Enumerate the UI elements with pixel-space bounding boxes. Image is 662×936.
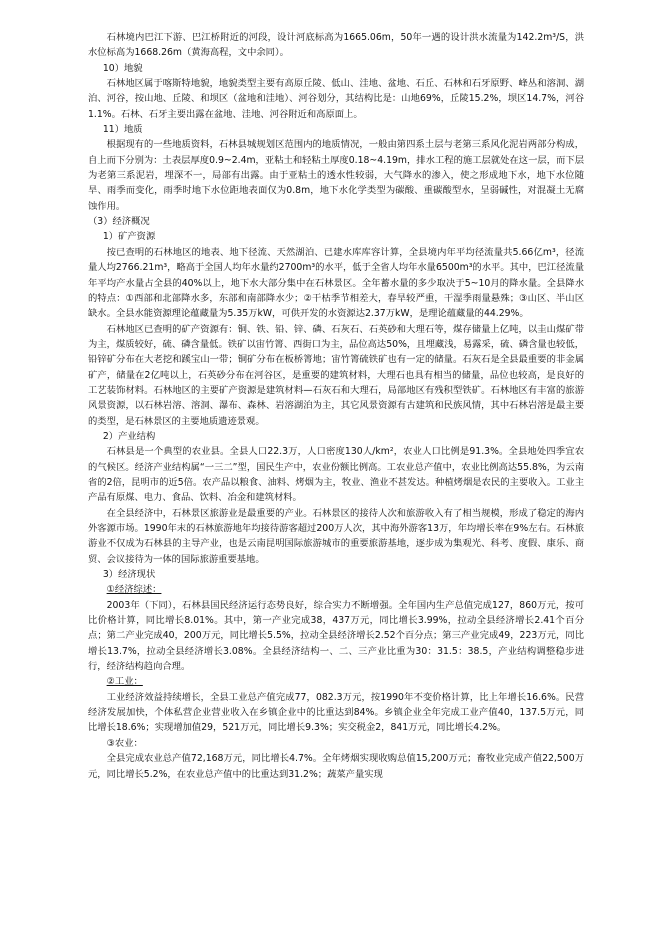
paragraph-landform: 石林地区属于喀斯特地貌，地貌类型主要有高原丘陵、低山、洼地、盆地、石丘、石林和石牙原野、峰丛和溶洞、湖泊、河谷，按山地、丘陵、和坝区（盆地和洼地）、河谷划分，其结构比是：山地69%，丘陵15.2%，坝区14.7%，河谷1.1%。石林、石牙主要出露在盆地、洼地、河谷附近和高原面上。 xyxy=(88,78,584,120)
heading-geology: 11）地质 xyxy=(102,124,143,136)
paragraph-economic-summary: 2003年（下同），石林县国民经济运行态势良好，综合实力不断增强。全年国内生产总值完成127，860万元，按可比价格计算，同比增长8.01%。其中，第一产业完成38，437万元，同比增长3.99%，拉动全县经济增长2.41个百分点；第二产业完成40，200万元，同比增长5.5%，拉动全县经济增长2.52个百分点；第三产业完成49，223万元，同比增长13.7%，拉动全县经济增长3.08%。全县经济结构一、二、三产业比重为30：31.5：38.5，产业结构调整稳步进行，经济结构趋向合理。 xyxy=(88,599,584,673)
paragraph-mineral-resources: 石林地区已查明的矿产资源有：铜、铁、铅、锌、磷、石灰石、石英砂和大理石等，煤存储量上亿吨，以圭山煤矿带为主，煤质较好，硫、磷含量低。铁矿以宙竹箐、西街口为主，品位高达50%，且埋藏浅，易露采，硫、磷含量也较低，铅锌矿分布在大老挖和蹊宝山一带；铜矿分布在板桥箐地；宙竹箐硫铁矿也有一定的储量。石灰石是全县最重要的非金属矿产，储量在2亿吨以上，石英砂分布在河谷区，是重要的建筑材料，大理石也具有相当的储量，品位也较高，是良好的工艺装饰材料。石林地区的主要矿产资源是建筑材料—石灰石和大理石，局部地区有残积型铁矿。石林地区有丰富的旅游风景资源，以石林岩溶、溶洞、瀑布、森林、岩溶湖泊为主，其它风景资源有古建筑和民族风情，其中石林岩溶是最主要的类型，是石林景区的主要地质遗迹景观。 xyxy=(88,323,584,427)
paragraph-flood-design: 石林境内巴江下游、巴江桥附近的河段，设计河底标高为1665.06m，50年一遇的设计洪水流量为142.2m³/S，洪水位标高为1668.26m（黄海高程，文中余同）。 xyxy=(88,32,584,59)
paragraph-agriculture: 全县完成农业总产值72,168万元，同比增长4.7%。全年烤烟实现收购总值15,200万元；畜牧业完成产值22,500万元，同比增长5.2%，在农业总产值中的比重达到31.2%；蔬菜产量实现 xyxy=(88,753,584,780)
paragraph-tourism: 在全县经济中，石林景区旅游业是最重要的产业。石林景区的接待人次和旅游收入有了相当规模，形成了稳定的海内外客源市场。1990年末的石林旅游地年均接待游客超过200万人次，其中海外游客13万，年均增长率在9%左右。石林旅游业不仅成为石林县的主导产业，也是云南昆明国际旅游城市的重要旅游基地，逐步成为集观光、科考、度假、康乐、商贸、会议接待为一体的国际旅游重要基地。 xyxy=(88,507,584,565)
paragraph-industry-structure: 石林县是一个典型的农业县。全县人口22.3万，人口密度130人/km²，农业人口比例是91.3%。全县地处四季宜农的气候区。经济产业结构属“一三二”型，国民生产中，农业份额比例高。工农业总产值中，农业比例高达55.8%，为云南省的2倍，昆明市的近5倍。农产品以粮食、油料、烤烟为主，牧业、渔业不甚发达。种植烤烟是农民的主要收入。工业主产品有原煤、电力、食品、饮料、冶金和建筑材料。 xyxy=(88,446,584,504)
subheading-agriculture: ③农业： xyxy=(106,737,143,749)
subheading-industry: ②工业： xyxy=(106,676,143,688)
heading-landform: 10）地貌 xyxy=(102,62,143,74)
paragraph-water-resources: 按已查明的石林地区的地表、地下径流、天然湖泊、已建水库库容计算，全县境内年平均径流量共5.66亿m³，径流量人均2766.21m³，略高于全国人均年水量约2700m³的水平，低于全省人均年水量6500m³的水平。其中，巴江径流量年平均产水量占全县的40%以上，地下水大部分集中在石林景区。全年蓄水量的多少取决于5~10月的降水量。全县降水的特点：①西部和北部降水多，东部和南部降水少；②干枯季节相差大，春旱较严重，干湿季雨量悬殊；③山区、半山区缺水。全县水能资源理论蕴藏量为5.35万kW，可供开发的水资源达2.37万kW，是理论蕴藏量的44.29%。 xyxy=(88,246,584,320)
heading-economic-status: 3）经济现状 xyxy=(102,569,156,581)
heading-industry-structure: 2）产业结构 xyxy=(102,430,156,442)
heading-mineral-resources: 1）矿产资源 xyxy=(102,231,156,243)
paragraph-industry: 工业经济效益持续增长，全县工业总产值完成77，082.3万元，按1990年不变价格计算，比上年增长16.6%。民营经济发展加快，个体私营企业营业收入在乡镇企业中的比重达到84%。乡镇企业全年完成工业产值40，137.5万元，同比增长18.6%；实现增加值29，521万元，同比增长9.3%；实交税金2，841万元，同比增长4.2%。 xyxy=(88,691,584,734)
paragraph-geology: 根据现有的一些地质资料，石林县城规划区范围内的地质情况，一般由第四系土层与老第三系风化泥岩两部分构成，自上而下分别为：土表层厚度0.9~2.4m，亚粘土和轻粘土厚度0.18~4.19m，排水工程的施工层就处在这一层，而下层为老第三系泥岩，埋深不一，局部有出露。由于亚粘土的透水性较弱，大气降水的渗入，使之形成地下水，地下水位随旱、雨季而变化，雨季时地下水位距地表面仅为0.8m，地下水化学类型为碳酸、重碳酸型水，呈弱碱性，对混凝土无腐蚀作用。 xyxy=(88,139,584,212)
heading-economy-overview: （3）经济概况 xyxy=(88,216,150,228)
subheading-economic-summary: ①经济综述： xyxy=(106,584,162,596)
